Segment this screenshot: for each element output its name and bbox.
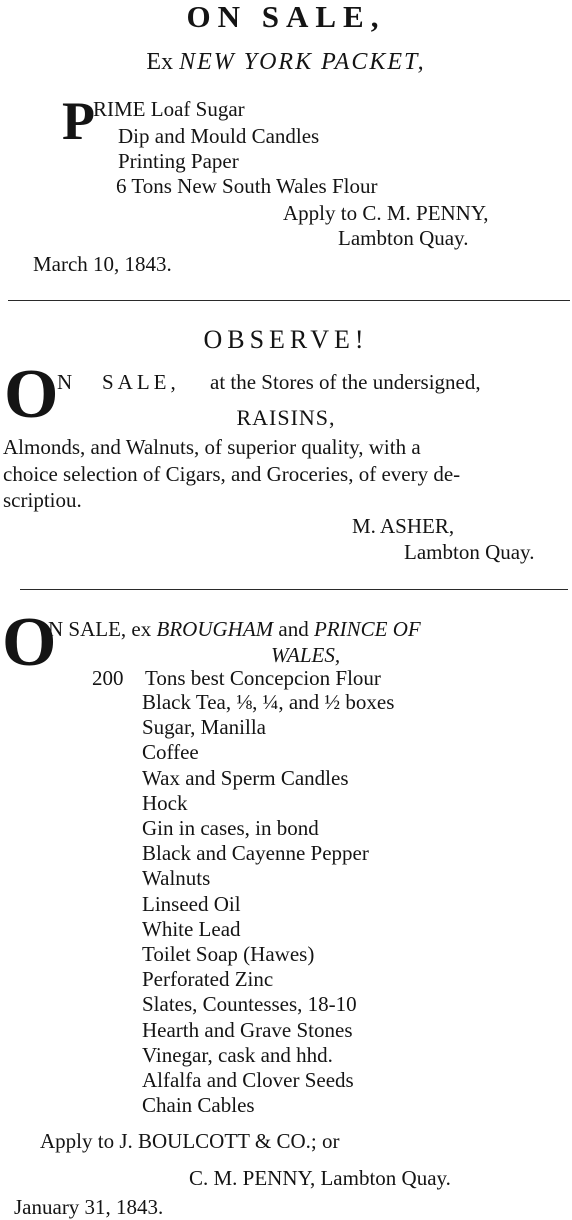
ad1-heading: ON SALE, (186, 0, 386, 34)
ad3-item: Black and Cayenne Pepper (142, 841, 369, 866)
ad3-item: Hearth and Grave Stones (142, 1017, 353, 1042)
ad3-apply-line2: C. M. PENNY, Lambton Quay. (189, 1166, 451, 1190)
ad2-headline: RAISINS, (236, 405, 336, 430)
ad3-first-line-prefix: N SALE, ex (48, 617, 152, 641)
ad2-dropcap: O (4, 356, 59, 433)
ad3-ship2: PRINCE OF (313, 617, 421, 641)
ad3-item: Alfalfa and Clover Seeds (142, 1068, 354, 1092)
ad2-body-line: choice selection of Cigars, and Groceries, of every de- (3, 462, 461, 486)
ad1-address: Lambton Quay. (338, 226, 469, 250)
ad3-apply-line: Apply to J. BOULCOTT & CO.; or (40, 1129, 340, 1153)
ad3-item: Vinegar, cask and hhd. (142, 1042, 333, 1067)
ad3-date: January 31, 1843. (14, 1195, 164, 1219)
ad1-item: Printing Paper (118, 149, 239, 173)
ad1-item: 6 Tons New South Wales Flour (116, 174, 378, 198)
ad1-subtitle-prefix: Ex (146, 49, 174, 75)
ad1-date: March 10, 1843. (33, 252, 172, 276)
ad3-item: Chain Cables (142, 1093, 255, 1118)
ad3-dropcap: O (2, 604, 57, 681)
ad3-item: Linseed Oil (142, 891, 241, 916)
ad2-body-line: Almonds, and Walnuts, of superior quality, with a (3, 435, 421, 459)
ad1-dropcap: P (62, 91, 95, 151)
ad3-item: White Lead (142, 916, 241, 941)
ad1-first-line: RIME Loaf Sugar (93, 97, 245, 121)
ad1-subtitle (0, 50, 572, 75)
separator-rule (8, 300, 570, 301)
separator-rule (20, 589, 568, 590)
ad3-item: Perforated Zinc (142, 967, 274, 992)
ad3-item: Hock (142, 790, 188, 815)
ad2-first-line-sale: SALE, (102, 370, 180, 394)
ad2-first-line-rest: at the Stores of the undersigned, (210, 370, 481, 394)
ad3-item: Coffee (142, 740, 199, 765)
ad3-item: Slates, Countesses, 18-10 (142, 992, 357, 1017)
ad3-first-line (48, 617, 421, 642)
ad3-ship1: BROUGHAM (156, 617, 274, 641)
ad3-ship2-cont (271, 643, 340, 668)
ad2-heading: OBSERVE! (203, 325, 369, 354)
ad3-first-item: Tons best Concepcion Flour (145, 666, 381, 690)
ad2-address: Lambton Quay. (404, 540, 535, 564)
ad1-item: Dip and Mould Candles (118, 124, 320, 148)
ad3-ship2-cont-text: WALES, (271, 643, 341, 667)
ad3-item: Black Tea, ⅛, ¼, and ½ boxes (142, 690, 395, 714)
ad3-item: Walnuts (142, 866, 211, 891)
ad2-body-line: scriptiou. (3, 488, 82, 512)
ad3-and: and (278, 617, 309, 641)
ad3-item: Sugar, Manilla (142, 715, 266, 740)
ad2-signature: M. ASHER, (352, 514, 455, 538)
ad3-first-item-qty: 200 (92, 666, 124, 690)
ad2-first-line-n: N (57, 370, 73, 394)
ad3-item: Toilet Soap (Hawes) (142, 942, 315, 966)
ad3-item: Wax and Sperm Candles (142, 765, 349, 790)
ad3-item: Gin in cases, in bond (142, 816, 319, 840)
ad1-ship-name: NEW YORK PACKET, (179, 49, 426, 75)
ad1-apply-line: Apply to C. M. PENNY, (283, 201, 489, 225)
